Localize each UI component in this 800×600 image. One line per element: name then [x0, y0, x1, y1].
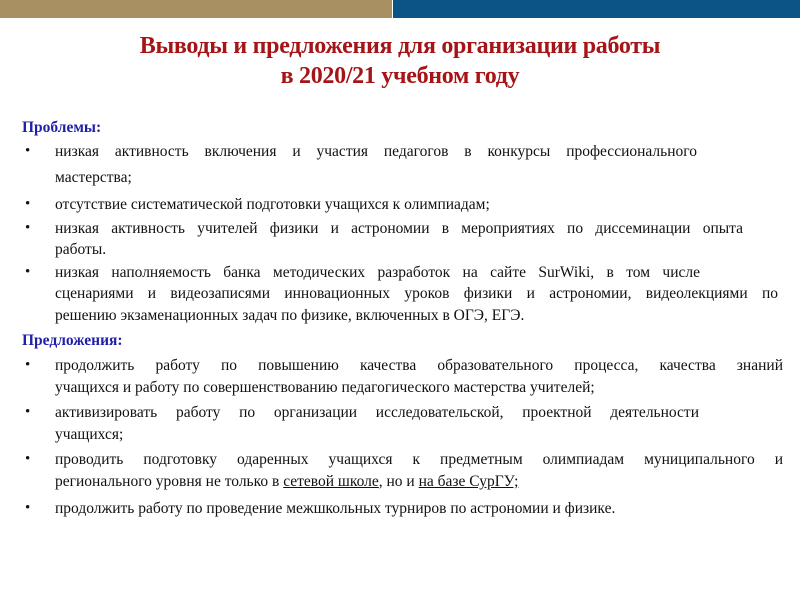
header-bar-tan [0, 0, 392, 18]
proposal-3-line-1: проводить подготовку одаренных учащихся к предметным олимпиадам муниципального и [55, 451, 783, 468]
surgu-link[interactable]: на базе СурГУ; [418, 473, 519, 490]
bullet-icon: • [25, 404, 31, 420]
bullet-icon: • [25, 143, 31, 159]
problem-3-line-2: работы. [55, 241, 107, 258]
bullet-icon: • [25, 220, 31, 236]
slide-title-line2: в 2020/21 учебном году [280, 63, 520, 89]
problem-3-line-1: низкая активность учителей физики и астрономии в мероприятиях по диссеминации опыта [55, 220, 743, 237]
proposal-1-line-1: продолжить работу по повышению качества образовательного процесса, качества знаний [55, 357, 783, 374]
proposal-4-line-1: продолжить работу по проведение межшкольных турниров по астрономии и физике. [55, 500, 616, 517]
text-segment: , но и [378, 473, 419, 490]
text-segment: регионального уровня не только в [55, 473, 284, 490]
proposals-heading: Предложения: [22, 332, 123, 349]
bullet-icon: • [25, 196, 31, 212]
problem-4-line-1: низкая наполняемость банка методических разработок на сайте SurWiki, в том числе [55, 264, 700, 281]
proposal-3-line-2 [55, 473, 518, 491]
problem-4-line-3: решению экзаменационных задач по физике, включенных в ОГЭ, ЕГЭ. [55, 307, 525, 324]
problem-4-line-2: сценариями и видеозаписями инновационных уроков физики и астрономии, видеолекциями по [55, 285, 778, 302]
slide-title-line1: Выводы и предложения для организации работы [139, 33, 661, 59]
bullet-icon: • [25, 264, 31, 280]
problems-heading: Проблемы: [22, 119, 102, 136]
network-school-link[interactable]: сетевой школе [283, 473, 379, 490]
proposal-2-line-2: учащихся; [55, 426, 124, 443]
problem-2-line-1: отсутствие систематической подготовки учащихся к олимпиадам; [55, 196, 490, 213]
proposal-1-line-2: учащихся и работу по совершенствованию педагогического мастерства учителей; [55, 379, 595, 396]
bullet-icon: • [25, 500, 31, 516]
proposal-2-line-1: активизировать работу по организации исследовательской, проектной деятельности [55, 404, 699, 421]
bullet-icon: • [25, 357, 31, 373]
problem-1-line-1: низкая активность включения и участия педагогов в конкурсы профессионального [55, 143, 697, 160]
header-bar-blue [393, 0, 800, 18]
bullet-icon: • [25, 451, 31, 467]
problem-1-line-2: мастерства; [55, 169, 132, 186]
